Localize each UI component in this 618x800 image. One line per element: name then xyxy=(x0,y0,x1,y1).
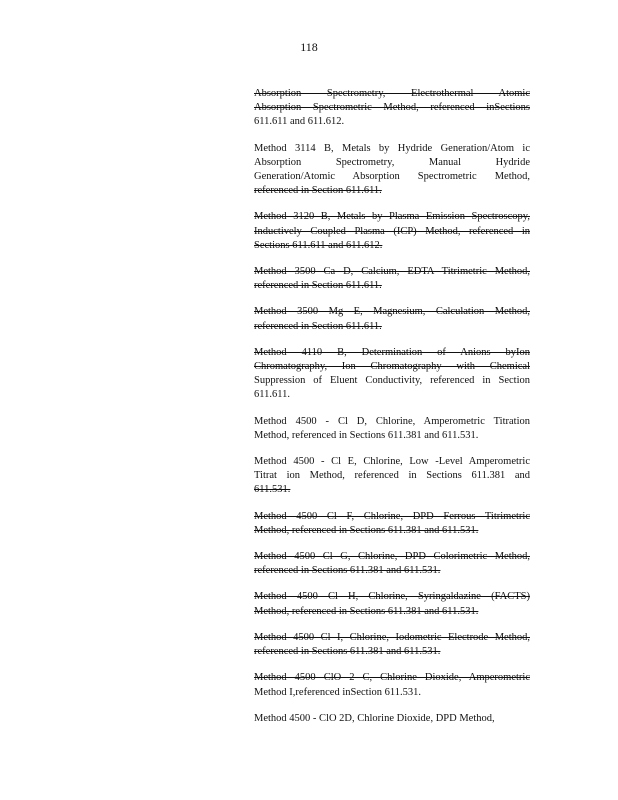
text-line: Method 3114 B, Metals by Hydride Generation/Atom ic xyxy=(254,142,530,154)
struck-text-line: referenced in Section 611.611. xyxy=(254,185,382,197)
method-entry xyxy=(254,210,530,253)
text-line: Method 4500 - Cl D, Chlorine, Amperometric Titration xyxy=(254,415,530,427)
text-line: 611.611 and 611.612. xyxy=(254,116,345,128)
struck-text-line: referenced in Section 611.611. xyxy=(254,320,382,332)
text-line: Method I,referenced inSection 611.531. xyxy=(254,686,421,698)
text-line: Method 4500 - ClO 2D, Chlorine Dioxide, DPD Method, xyxy=(254,712,495,724)
struck-text-line: Method 4500 Cl I, Chlorine, Iodometric Electrode Method, xyxy=(254,631,530,643)
struck-text-line: Sections 611.611 and 611.612. xyxy=(254,239,383,251)
text-line: Method 4500 - Cl E, Chlorine, Low -Level Amperometric xyxy=(254,456,530,468)
text-line: 611.611. xyxy=(254,389,290,401)
text-line: Method, referenced in Sections 611.381 and 611.531. xyxy=(254,429,479,441)
struck-text-line: referenced in Sections 611.381 and 611.531. xyxy=(254,646,441,658)
struck-text-line: Method 4500 Cl F, Chlorine, DPD Ferrous Titrimetric xyxy=(254,510,530,522)
method-entry xyxy=(254,550,530,578)
struck-text-line: 611.531. xyxy=(254,484,291,496)
method-entry xyxy=(254,631,530,659)
method-entry xyxy=(254,87,530,130)
method-entry xyxy=(254,415,530,443)
method-entry xyxy=(254,590,530,618)
struck-text-line: Method 3120 B, Metals by Plasma Emission Spectroscopy, xyxy=(254,211,530,223)
method-entry xyxy=(254,305,530,333)
struck-text-line: referenced in Sections 611.381 and 611.531. xyxy=(254,565,441,577)
struck-text-line: Method 4500 Cl H, Chlorine, Syringaldazine (FACTS) xyxy=(254,591,530,603)
struck-text-line: Method 4500 Cl G, Chlorine, DPD Colorimetric Method, xyxy=(254,551,530,563)
method-list xyxy=(254,87,530,738)
method-entry xyxy=(254,712,530,726)
method-entry xyxy=(254,455,530,498)
method-entry xyxy=(254,346,530,403)
struck-text-line: Absorption Spectrometry, Electrothermal Atomic xyxy=(254,88,530,99)
struck-text-line: Method 4500 ClO 2 C, Chlorine Dioxide, Amperometric xyxy=(254,672,530,684)
struck-text-line: Method 3500 Mg E, Magnesium, Calculation Method, xyxy=(254,306,530,318)
method-entry xyxy=(254,671,530,699)
struck-text-line: Inductively Coupled Plasma (ICP) Method, referenced in xyxy=(254,225,530,237)
struck-text-line: Absorption Spectrometric Method, referenced inSections xyxy=(254,102,530,114)
struck-text-line: Chromatography, Ion Chromatography with Chemical xyxy=(254,361,530,373)
struck-text-line: Method, referenced in Sections 611.381 and 611.531. xyxy=(254,605,479,617)
struck-text-line: Method, referenced in Sections 611.381 and 611.531. xyxy=(254,524,479,536)
text-line: Generation/Atomic Absorption Spectrometric Method, xyxy=(254,171,530,183)
method-entry xyxy=(254,510,530,538)
method-entry xyxy=(254,142,530,199)
struck-text-line: Method 4110 B, Determination of Anions byIon xyxy=(254,346,530,358)
method-entry xyxy=(254,265,530,293)
struck-text-line: referenced in Section 611.611. xyxy=(254,280,382,292)
text-line: Absorption Spectrometry, Manual Hydride xyxy=(254,156,530,168)
text-line: Titrat ion Method, referenced in Sections 611.381 and xyxy=(254,470,530,482)
struck-text-line: Method 3500 Ca D, Calcium, EDTA Titrimetric Method, xyxy=(254,266,530,278)
page-number: 118 xyxy=(300,40,318,54)
text-line: Suppression of Eluent Conductivity, referenced in Section xyxy=(254,375,530,387)
